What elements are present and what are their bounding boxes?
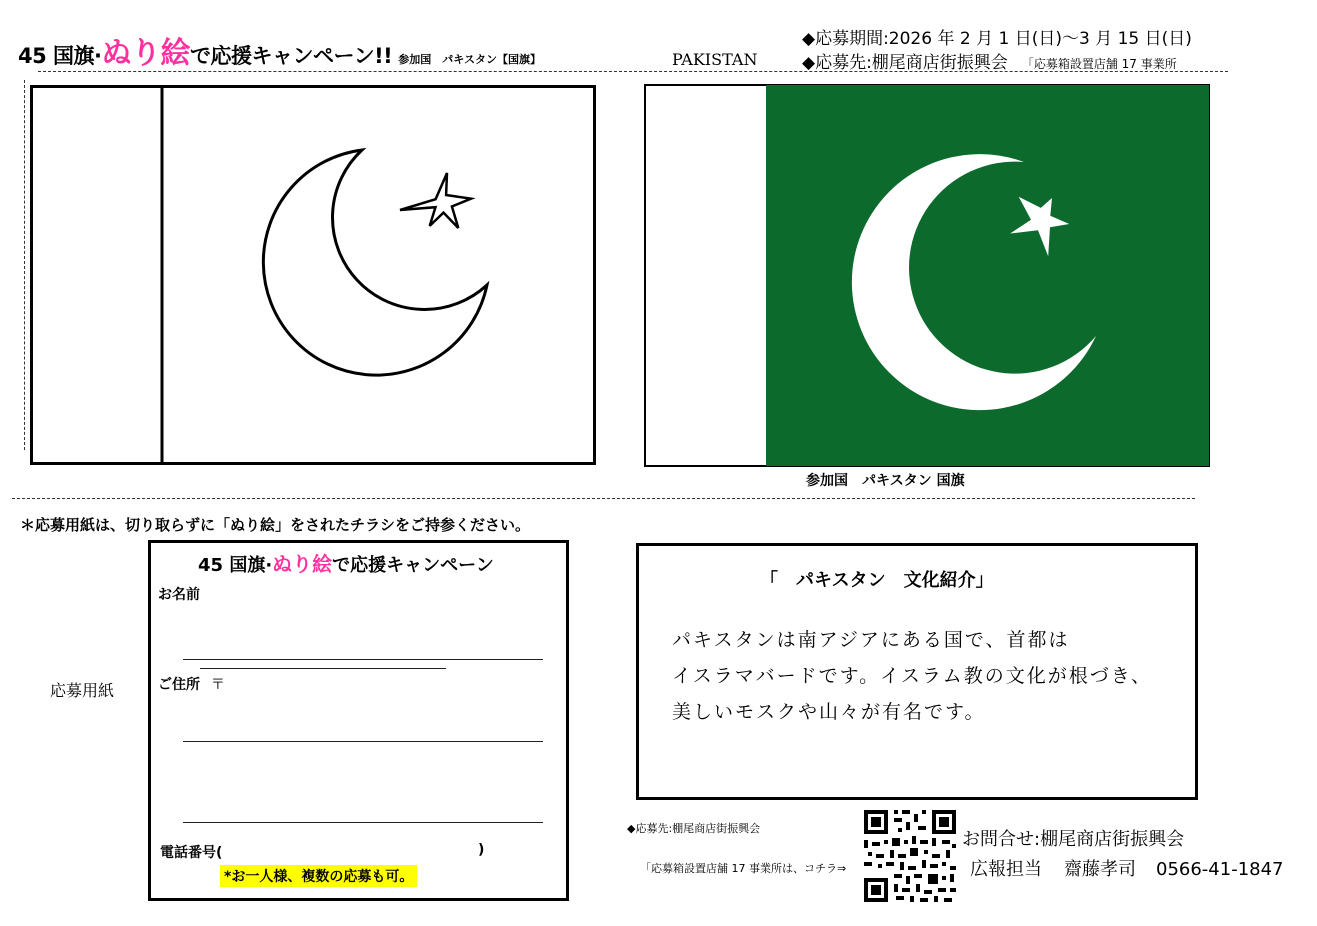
multiple-entries-note: *お一人様、複数の応募も可。 xyxy=(220,865,417,887)
address-label-text: ご住所 xyxy=(158,677,200,693)
form-title xyxy=(198,548,494,577)
coloring-flag-outline xyxy=(30,85,596,465)
pr-label: 広報担当 xyxy=(970,859,1042,880)
phone-label: 電話番号( xyxy=(160,845,223,861)
culture-line: 美しいモスクや山々が有名です。 xyxy=(672,701,986,723)
contact-info: お問合せ:棚尾商店街振興会 xyxy=(962,829,1185,850)
form-title-suffix: で応援キャンペーン xyxy=(332,555,494,576)
culture-text xyxy=(672,622,1152,730)
name-label: お名前 xyxy=(158,587,200,603)
footer-destination: ◆応募先:棚尾商店街振興会 xyxy=(627,822,761,835)
title-suffix: で応援キャンペーン!! xyxy=(190,44,393,68)
flag-caption: 参加国 パキスタン 国旗 xyxy=(806,473,965,489)
title-prefix: 45 国旗· xyxy=(18,44,102,68)
middle-cut-line xyxy=(12,498,1195,499)
campaign-title xyxy=(18,28,541,72)
qr-note: 「応募箱設置店舗 17 事業所は、コチラ⇒ xyxy=(640,862,847,875)
culture-title: 「 パキスタン 文化紹介」 xyxy=(760,570,994,591)
culture-line: パキスタンは南アジアにある国で、首都は xyxy=(672,629,1070,651)
name-field-line[interactable] xyxy=(183,659,543,660)
application-period: ◆応募期間:2026 年 2 月 1 日(日)～3 月 15 日(日) xyxy=(802,29,1192,49)
address-field-line-1[interactable] xyxy=(183,741,543,742)
bring-flyer-note: ＊応募用紙は、切り取らずに「ぬり絵」をされたチラシをご持参ください。 xyxy=(20,516,531,534)
form-side-label: 応募用紙 xyxy=(50,681,115,700)
address-field-line-2[interactable] xyxy=(183,822,543,823)
country-name-en: PAKISTAN xyxy=(672,50,758,69)
contact-phone: 0566-41-1847 xyxy=(1156,859,1284,880)
phone-close-paren: ) xyxy=(478,842,485,858)
title-nurie: ぬり絵 xyxy=(101,36,191,71)
pakistan-flag xyxy=(644,84,1210,467)
address-label xyxy=(158,674,225,694)
qr-code-icon[interactable] xyxy=(862,808,958,904)
application-destination xyxy=(802,48,1177,73)
left-cut-line xyxy=(24,80,25,450)
contact-person-line xyxy=(970,855,1284,881)
name-field-underline xyxy=(200,668,446,669)
top-cut-line xyxy=(38,71,1228,72)
destination-text: ◆応募先:棚尾商店街振興会 xyxy=(802,53,1008,73)
form-title-prefix: 45 国旗· xyxy=(198,555,273,576)
participating-country: 参加国 パキスタン【国旗】 xyxy=(398,53,542,66)
contact-person: 齋藤孝司 xyxy=(1064,859,1136,880)
culture-line: イスラマバードです。イスラム教の文化が根づき、 xyxy=(672,665,1152,687)
postal-mark: 〒 xyxy=(210,677,225,693)
destination-note: 「応募箱設置店舗 17 事業所 xyxy=(1021,57,1177,71)
form-title-nurie: ぬり絵 xyxy=(272,552,333,576)
